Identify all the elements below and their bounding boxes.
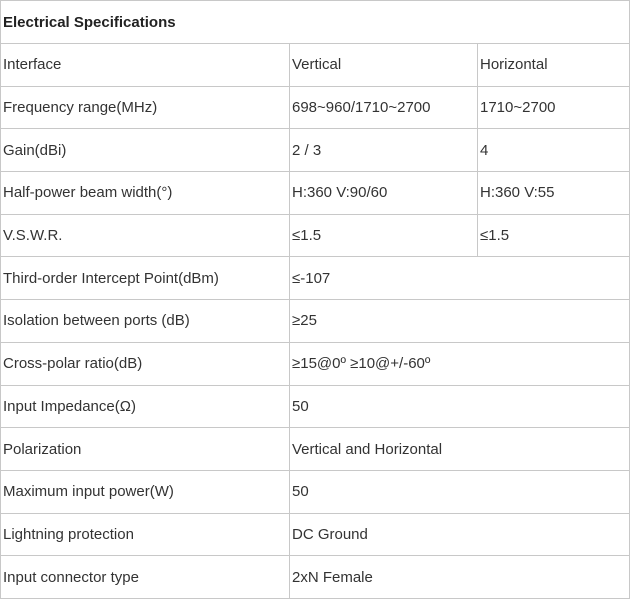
merged-value: 2xN Female (290, 556, 630, 599)
table-row (1, 385, 630, 428)
table-row (1, 86, 630, 129)
row-label: Lightning protection (1, 513, 290, 556)
row-label: Frequency range(MHz) (1, 86, 290, 129)
merged-value: DC Ground (290, 513, 630, 556)
horizontal-value: 4 (478, 129, 630, 172)
row-label: Third-order Intercept Point(dBm) (1, 257, 290, 300)
merged-value: ≤-107 (290, 257, 630, 300)
table-row (1, 214, 630, 257)
table-row (1, 257, 630, 300)
row-label: V.S.W.R. (1, 214, 290, 257)
horizontal-value: ≤1.5 (478, 214, 630, 257)
table-row (1, 342, 630, 385)
table-row (1, 44, 630, 87)
merged-value: ≥15@0º ≥10@+/-60º (290, 342, 630, 385)
table-row (1, 172, 630, 215)
horizontal-value: Horizontal (478, 44, 630, 87)
row-label: Half-power beam width(°) (1, 172, 290, 215)
row-label: Maximum input power(W) (1, 470, 290, 513)
row-label: Polarization (1, 428, 290, 471)
vertical-value: 698~960/1710~2700 (290, 86, 478, 129)
row-label: Cross-polar ratio(dB) (1, 342, 290, 385)
merged-value: 50 (290, 385, 630, 428)
vertical-value: ≤1.5 (290, 214, 478, 257)
merged-value: 50 (290, 470, 630, 513)
vertical-value: 2 / 3 (290, 129, 478, 172)
table-row (1, 428, 630, 471)
row-label: Input connector type (1, 556, 290, 599)
table-row (1, 470, 630, 513)
row-label: Input Impedance(Ω) (1, 385, 290, 428)
table-title-row (1, 1, 630, 44)
row-label: Interface (1, 44, 290, 87)
merged-value: Vertical and Horizontal (290, 428, 630, 471)
table-row (1, 556, 630, 599)
vertical-value: Vertical (290, 44, 478, 87)
table-title: Electrical Specifications (1, 1, 630, 44)
horizontal-value: 1710~2700 (478, 86, 630, 129)
table-row (1, 300, 630, 343)
merged-value: ≥25 (290, 300, 630, 343)
table-row (1, 129, 630, 172)
row-label: Gain(dBi) (1, 129, 290, 172)
row-label: Isolation between ports (dB) (1, 300, 290, 343)
vertical-value: H:360 V:90/60 (290, 172, 478, 215)
table-row (1, 513, 630, 556)
horizontal-value: H:360 V:55 (478, 172, 630, 215)
